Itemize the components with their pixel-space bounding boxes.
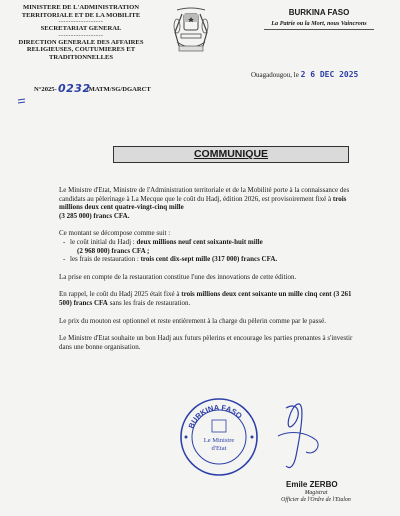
paragraph-6: Le Ministre d'Etat souhaite un bon Hadj aux futurs pèlerins et encourage les parties prenantes à s'investir dans une bonne organisation. <box>59 334 353 351</box>
p4-amount: trois millions deux cent soixante un mille cinq cent (3 261 500) francs CFA <box>59 290 352 307</box>
paragraph-1 <box>59 186 359 220</box>
reference-suffix: /MATM/SG/DGARCT <box>86 86 151 93</box>
paragraph-4 <box>59 290 359 307</box>
seal-center-line-1: Le Ministre <box>203 437 235 444</box>
handwritten-reference: 0232 <box>58 82 91 95</box>
coat-of-arms-icon <box>169 6 213 56</box>
direction-line-2: RELIGIEUSES, COUTUMIERES ET <box>26 46 136 54</box>
dateline-place: Ouagadougou, le <box>251 71 299 79</box>
signatory-title-line-1: Magistrat <box>304 490 328 496</box>
p1-amount-figure: (3 285 000) francs CFA. <box>59 211 130 220</box>
reference-number <box>34 82 151 95</box>
p4-tail: sans les frais de restauration. <box>107 298 191 307</box>
item1-amount-words: deux millions neuf cent soixante-huit mille <box>136 237 263 246</box>
national-motto: La Patrie ou la Mort, nous Vaincrons <box>271 20 367 27</box>
signatory-name: Emile ZERBO <box>286 480 338 489</box>
p1-text: Le Ministre d'Etat, Ministre de l'Administration territoriale et de la Mobilité porte à la connaissance des candidats au pèlerinage à La Mecque que le coût du Hadj, édition 2026, est provisoirement fixé à <box>59 186 350 203</box>
paragraph-3: La prise en compte de la restauration constitue l'une des innovations de cette édition. <box>59 272 297 281</box>
p4-text: En rappel, le coût du Hadj 2025 était fixé à <box>59 290 182 299</box>
communique-body <box>59 186 359 351</box>
reference-prefix: N°2025- <box>34 86 57 93</box>
direction-line-3: TRADITIONNELLES <box>48 53 114 61</box>
secretariat-line: SECRETARIAT GENERAL <box>40 25 122 33</box>
item2-amount: trois cent dix-sept mille (317 000) francs CFA. <box>140 255 278 264</box>
signatory-title-line-2: Officier de l'Ordre de l'Etalon <box>281 497 351 503</box>
seal-center-line-2: d'Etat <box>211 445 227 452</box>
ministry-line-1: MINISTERE DE L'ADMINISTRATION <box>22 4 140 11</box>
country-block <box>244 8 394 30</box>
motto-underline <box>264 29 374 30</box>
handwritten-signature-icon <box>256 396 336 476</box>
p1-amount-words: trois millions deux cent quatre-vingt-cinq mille <box>59 194 347 212</box>
country-name: BURKINA FASO <box>288 8 350 17</box>
dateline <box>251 70 358 79</box>
paragraph-2-intro: Ce montant se décompose comme suit : <box>59 229 171 238</box>
ministry-line-2: TERRITORIALE ET DE LA MOBILITE <box>21 11 141 19</box>
item2-label: les frais de restauration : <box>70 255 141 264</box>
seal-ring-text: BURKINA FASO <box>186 402 244 430</box>
handwritten-mark-icon <box>16 96 38 106</box>
cost-item-restauration <box>59 255 359 264</box>
cost-item-initial <box>59 238 359 247</box>
separator-dots-2: ------------------ <box>58 32 104 39</box>
title-box <box>113 146 349 163</box>
paragraph-5: Le prix du mouton est optionnel et reste entièrement à la charge du pèlerin comme par le passé. <box>59 316 326 325</box>
issuer-block <box>6 4 156 62</box>
direction-line-1: DIRECTION GENERALE DES AFFAIRES <box>18 38 144 46</box>
dateline-date: 2 6 DEC 2025 <box>300 70 359 79</box>
document-title: COMMUNIQUE <box>193 148 269 160</box>
signatory-title <box>276 490 356 504</box>
separator-dots: ------------------ <box>58 19 104 26</box>
item1-amount-figure: (2 968 000) francs CFA ; <box>77 246 150 255</box>
item1-label: le coût initial du Hadj : <box>70 237 137 246</box>
official-seal-icon <box>178 396 260 478</box>
